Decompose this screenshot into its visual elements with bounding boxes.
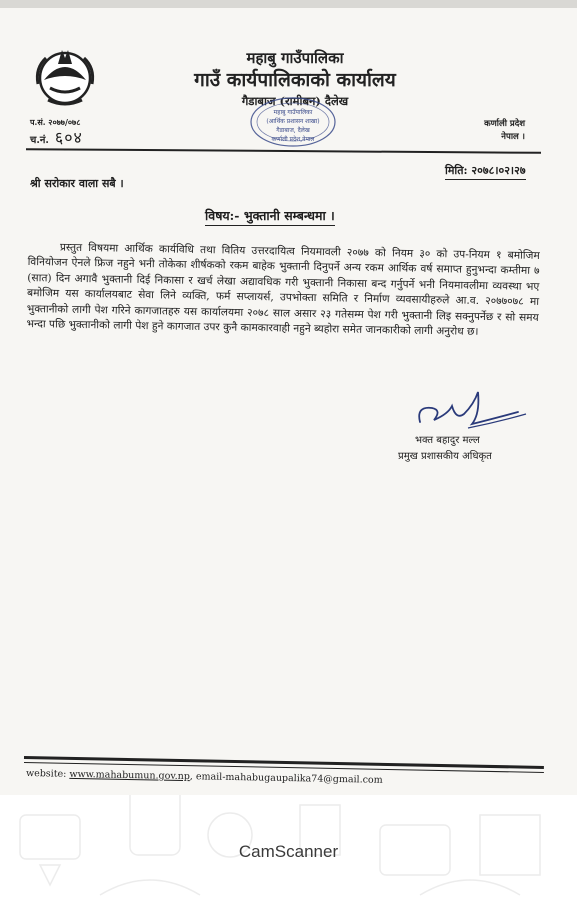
letter-body [26, 240, 540, 341]
signatory-name: भक्त बहादुर मल्ल [415, 435, 480, 446]
letterhead-office: गाउँ कार्यपालिकाको कार्यालय [194, 69, 396, 91]
reference-number: प.सं. २०७७/०७८ [30, 117, 81, 127]
website-label: website: [25, 768, 67, 780]
letterhead-address: गैडाबाज (रामीबन) दैलेख [241, 94, 349, 108]
signatory-title: प्रमुख प्रशासकीय अधिकृत [398, 451, 492, 462]
letter-subject: विषय:- भुक्तानी सम्बन्धमा । [205, 207, 335, 226]
recipient-line: श्री सरोकार वाला सबै । [30, 177, 124, 190]
country-name: नेपाल । [501, 132, 525, 142]
dispatch-number [30, 126, 83, 148]
letterhead-divider [26, 148, 541, 154]
footer-contact [26, 768, 383, 786]
seal-text-line-3: गैडाबाज, दैलेख [276, 127, 310, 134]
dispatch-number-label: च.नं. [30, 135, 49, 146]
letter-date: मिति: २०७८।०२।२७ [445, 163, 526, 180]
camscanner-watermark: CamScanner [238, 842, 339, 861]
seal-text-line-4: कर्णाली प्रदेश,नेपाल [271, 136, 315, 143]
body-paragraph: प्रस्तुत विषयमा आर्थिक कार्यविधि तथा वितिय उत्तरदायित्व नियमावली २०७७ को नियम ३० को उप-नियम १ बमोजिम विनियोजन ऐनले फ्रिज नहुने भनी तोकेका शीर्षकको रकम बाहेक भुक्तानी दिनुपर्ने अन्य रकम आर्थिक वर्ष समाप्त हुनुभन्दा कम्तीमा ७ (सात) दिन अगावै भुक्तानी दिई निकासा र खर्च लेखा अद्यावधिक गरी भुक्तानी निकासा बन्द गर्नुपर्ने भनी नियमावलीमा व्यवस्था भए बमोजिम यस कार्यालयबाट सेवा लिने व्यक्ति, फर्म सप्लायर्स, उपभोक्ता समिति र निर्माण व्यवसायीहरुले आ.व. २०७७०७८ मा भुक्तानीको लागी पेश गरिने कागजातहरु यस कार्यालयमा २०७८ साल असार २३ गतेसम्म पेश गरी भुक्तानी लिइ सक्नुपर्नेछ र सो समय भन्दा पछि भुक्तानीको लागी पेश हुने कागजात उपर कुनै कामकारवाही नहुने ब्यहोरा समेत जानकारीको लागी अनुरोध छ। [26, 241, 540, 338]
email-text: , email-mahabugaupalika74@gmail.com [189, 771, 383, 786]
handwritten-signature [408, 384, 528, 436]
nepal-emblem-icon [32, 44, 98, 106]
website-link[interactable]: www.mahabumun.gov.np [69, 768, 190, 783]
seal-text-line-1: महाबु गाउँपालिका [273, 109, 313, 116]
page-top-edge [0, 0, 577, 8]
dispatch-number-value: ६०४ [54, 128, 83, 147]
province-name: कर्णाली प्रदेश [484, 119, 525, 129]
seal-text-line-2: (आर्थिक प्रशासन शाखा) [266, 118, 320, 125]
letterhead-municipality: महाबु गाउँपालिका [246, 49, 344, 67]
